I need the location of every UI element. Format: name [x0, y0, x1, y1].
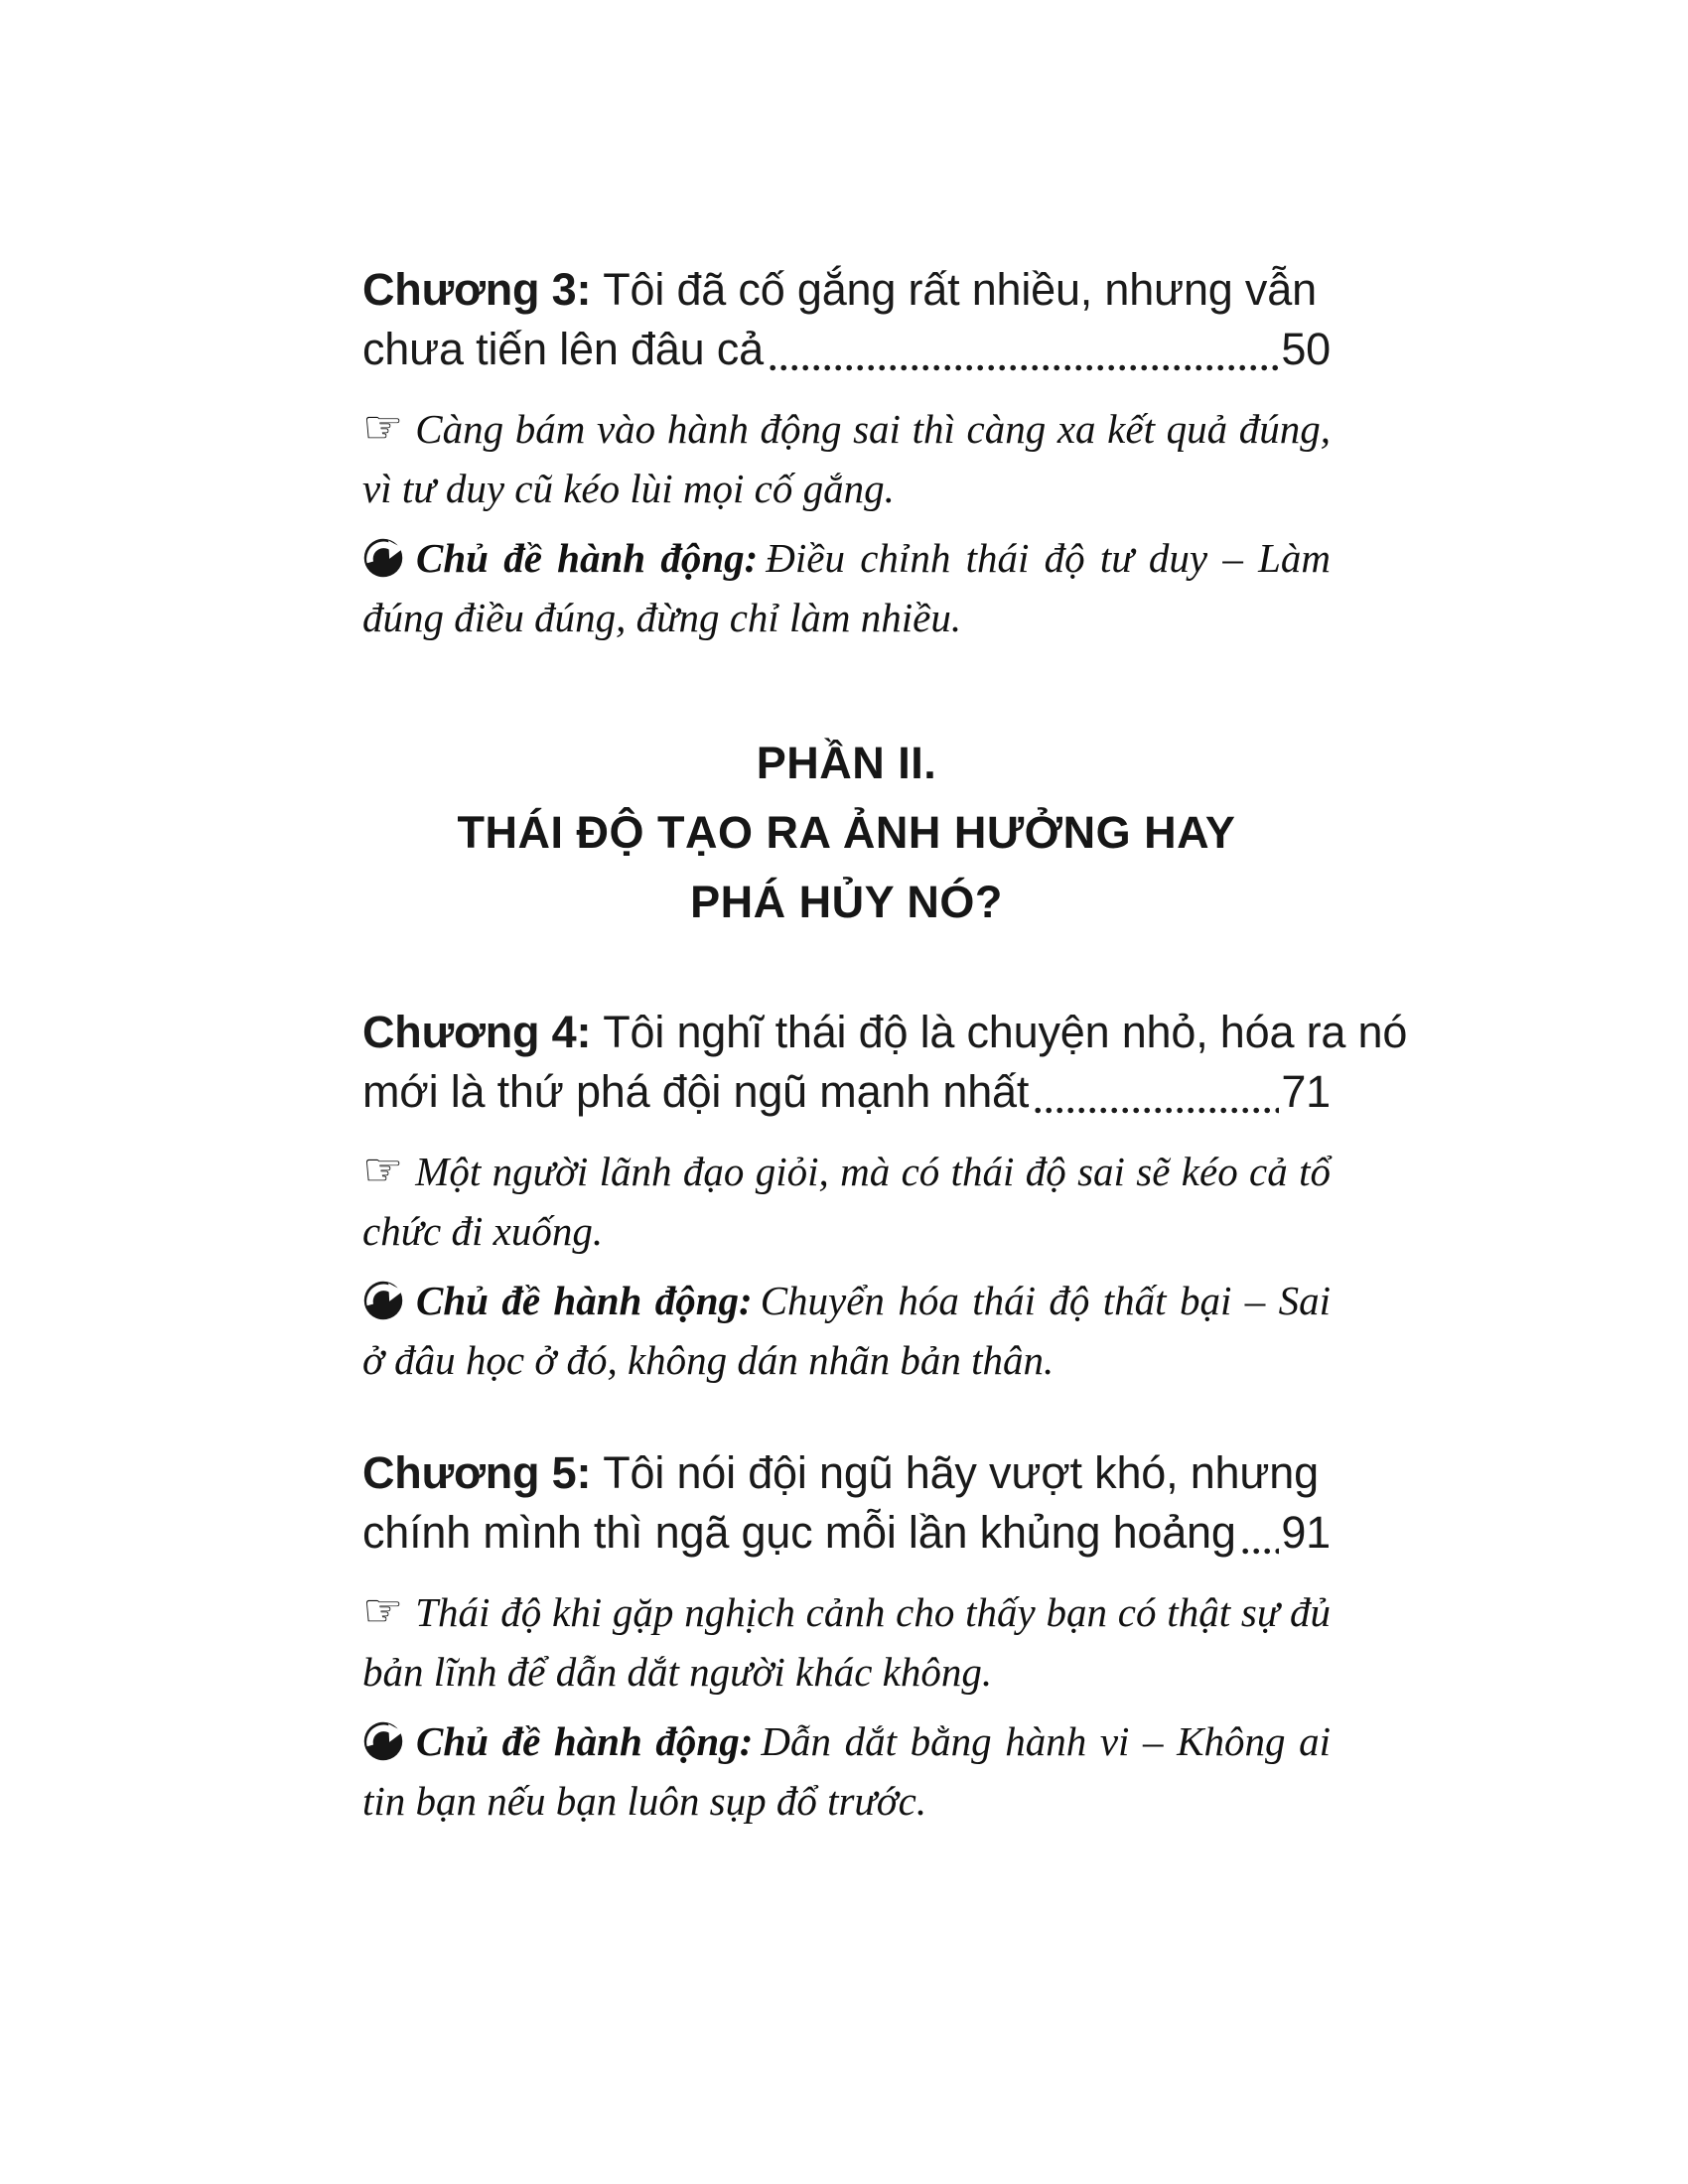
part-2-heading [362, 729, 1331, 937]
chapter-5-title-line-1 [362, 1443, 1331, 1503]
chapter-5-page-number: 91 [1281, 1507, 1331, 1558]
curved-arrow-circle-icon [362, 537, 404, 579]
chapter-3-pointer-note-text: Càng bám vào hành động sai thì càng xa kết quả đúng, vì tư duy cũ kéo lùi mọi cố gắng. [362, 406, 1331, 511]
chapter-5-label: Chương 5: [362, 1447, 592, 1498]
chapter-3-title-line-2 [362, 320, 1331, 379]
chapter-3-title-line-1 [362, 260, 1331, 320]
chapter-4-action-label: Chủ đề hành động: [416, 1278, 753, 1323]
chapter-5-title-text-2: chính mình thì ngã gục mỗi lần khủng hoảng [362, 1507, 1236, 1558]
chapter-4-pointer-note [362, 1140, 1331, 1261]
pointing-hand-icon: ☞ [362, 400, 404, 454]
chapter-3-title-text-2: chưa tiến lên đâu cả [362, 324, 764, 374]
chapter-3-action-note [362, 528, 1331, 647]
chapter-4-page-number: 71 [1281, 1066, 1331, 1117]
chapter-4-pointer-note-text: Một người lãnh đạo giỏi, mà có thái độ sai sẽ kéo cả tổ chức đi xuống. [362, 1149, 1331, 1254]
chapter-3-action-label: Chủ đề hành động: [416, 535, 759, 581]
chapter-4-label: Chương 4: [362, 1007, 592, 1057]
chapter-5-title-text: Tôi nói đội ngũ hãy vượt khó, nhưng [603, 1447, 1319, 1498]
chapter-4-title-line-1 [362, 1003, 1408, 1062]
chapter-4-title-line-2 [362, 1062, 1331, 1122]
toc-entry-chapter-4 [362, 1003, 1408, 1122]
chapter-4-action-note [362, 1271, 1331, 1390]
chapter-3-page-number: 50 [1281, 324, 1331, 374]
chapter-4-action-text: Chuyển hóa thái độ thất bại – Sai ở đâu học ở đó, không dán nhãn bản thân. [362, 1278, 1331, 1383]
toc-content [362, 260, 1408, 1831]
chapter-5-action-text: Dẫn dắt bằng hành vi – Không ai tin bạn nếu bạn luôn sụp đổ trước. [362, 1718, 1331, 1824]
chapter-3-title-text: Tôi đã cố gắng rất nhiều, nhưng vẫn [603, 264, 1317, 315]
chapter-3-pointer-note [362, 397, 1331, 518]
chapter-3-label: Chương 3: [362, 264, 592, 315]
pointing-hand-icon: ☞ [362, 1583, 404, 1637]
part-2-heading-line-1: PHẦN II. [756, 738, 937, 788]
chapter-4-title-text: Tôi nghĩ thái độ là chuyện nhỏ, hóa ra nó [603, 1007, 1408, 1057]
chapter-5-action-label: Chủ đề hành động: [416, 1718, 754, 1764]
chapter-4-title-text-2: mới là thứ phá đội ngũ mạnh nhất [362, 1066, 1030, 1117]
chapter-5-pointer-note-text: Thái độ khi gặp nghịch cảnh cho thấy bạn có thật sự đủ bản lĩnh để dẫn dắt người khác không. [362, 1589, 1331, 1695]
part-2-heading-line-2: THÁI ĐỘ TẠO RA ẢNH HƯỞNG HAY [457, 807, 1236, 858]
chapter-3-action-text: Điều chỉnh thái độ tư duy – Làm đúng điều đúng, đừng chỉ làm nhiều. [362, 535, 1331, 640]
toc-entry-chapter-3 [362, 260, 1331, 379]
chapter-5-title-line-2 [362, 1503, 1331, 1563]
curved-arrow-circle-icon [362, 1280, 404, 1321]
chapter-5-pointer-note [362, 1580, 1331, 1702]
part-2-heading-line-3: PHÁ HỦY NÓ? [690, 877, 1003, 927]
dot-leader [1242, 1548, 1280, 1555]
chapter-5-action-note [362, 1711, 1331, 1831]
toc-entry-chapter-5 [362, 1443, 1331, 1563]
dot-leader [770, 364, 1279, 371]
dot-leader [1035, 1107, 1279, 1114]
pointing-hand-icon: ☞ [362, 1143, 404, 1196]
curved-arrow-circle-icon [362, 1720, 404, 1762]
